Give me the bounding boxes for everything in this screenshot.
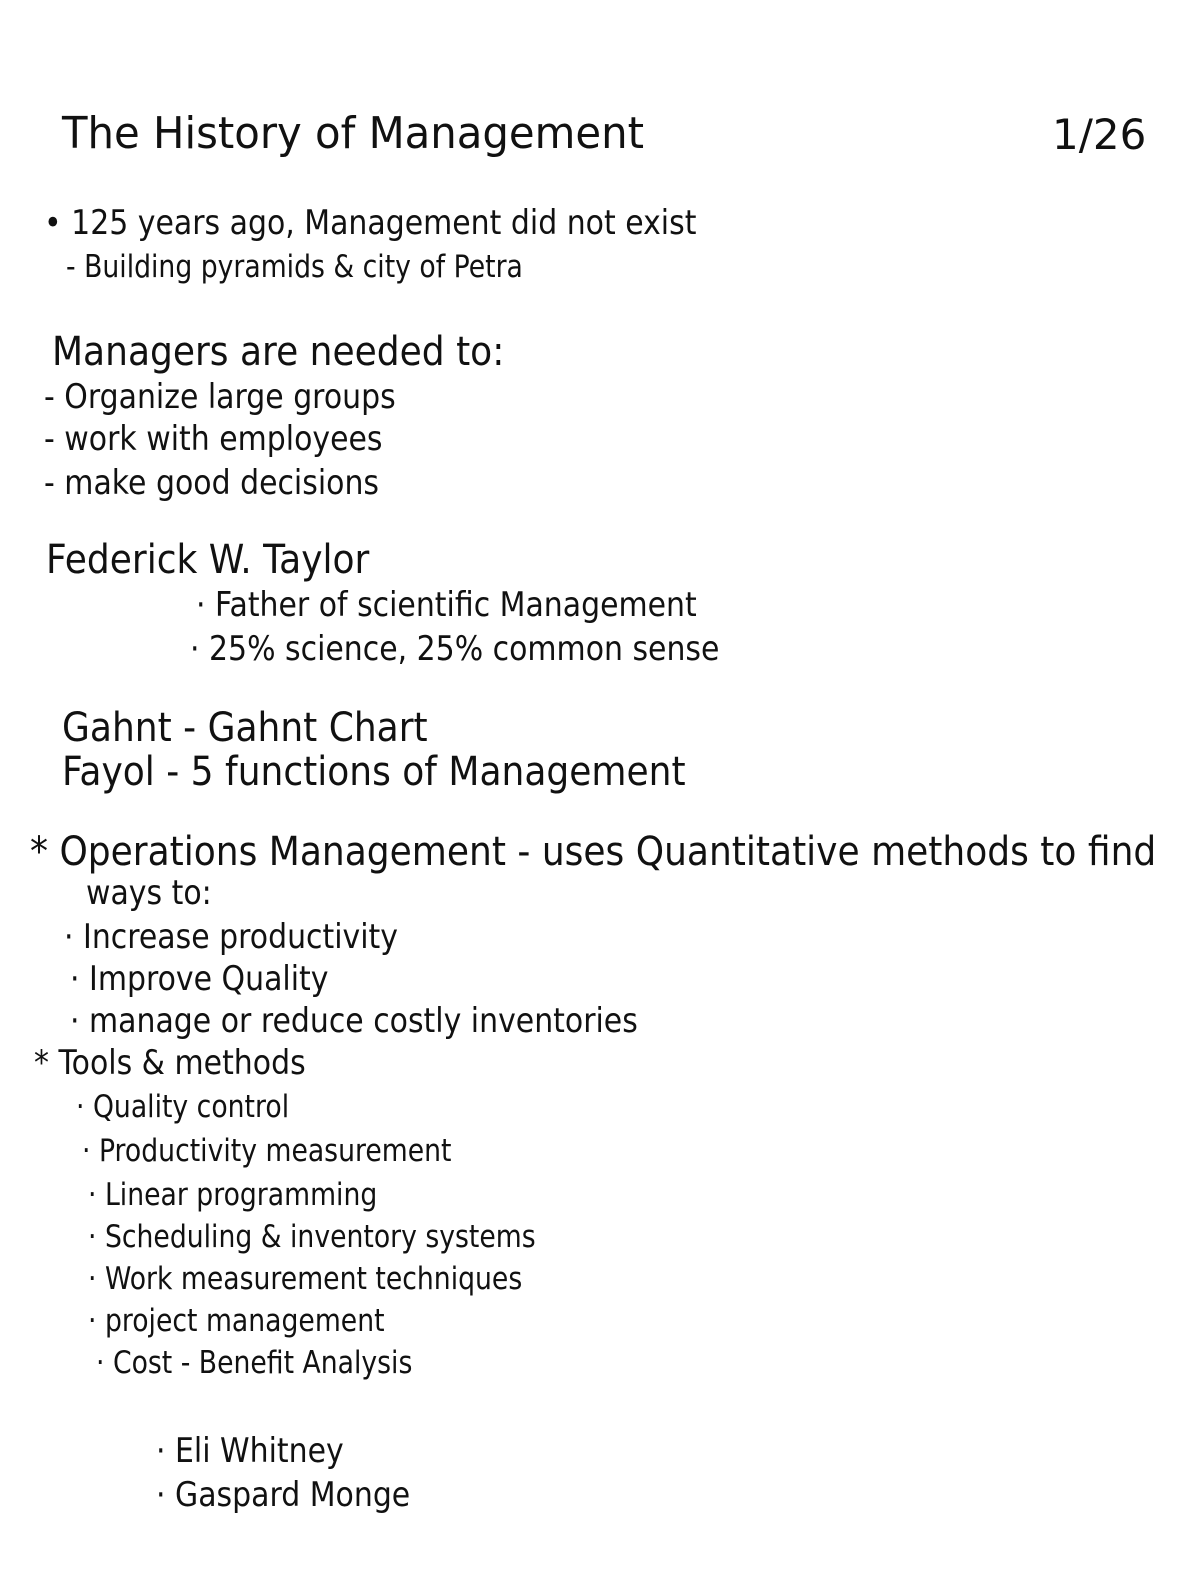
taylor-point: · Father of scientific Management [196, 585, 697, 625]
managers-item: - make good decisions [44, 463, 380, 503]
tools-item: · Work measurement techniques [88, 1261, 523, 1297]
taylor-name: Federick W. Taylor [46, 537, 370, 583]
person-fayol: Fayol - 5 functions of Management [62, 749, 686, 795]
tools-item: · Linear programming [88, 1177, 378, 1213]
tools-item: · Productivity measurement [82, 1133, 452, 1169]
managers-item: - Organize large groups [44, 377, 396, 417]
tools-item: · Cost - Benefit Analysis [96, 1345, 413, 1381]
page-title: The History of Management [62, 108, 644, 159]
operations-item: · manage or reduce costly inventories [70, 1001, 638, 1041]
tools-item: · project management [88, 1303, 385, 1339]
tools-heading: * Tools & methods [34, 1043, 306, 1083]
managers-item: - work with employees [44, 419, 383, 459]
name-eli-whitney: · Eli Whitney [156, 1431, 344, 1471]
name-gaspard-monge: · Gaspard Monge [156, 1475, 411, 1515]
tools-item: · Scheduling & inventory systems [88, 1219, 536, 1255]
page-date: 1/26 [1052, 110, 1147, 159]
intro-line-1: • 125 years ago, Management did not exist [44, 203, 697, 243]
tools-item: · Quality control [76, 1089, 290, 1125]
intro-line-2: - Building pyramids & city of Petra [66, 249, 523, 285]
person-gahnt: Gahnt - Gahnt Chart [62, 705, 428, 751]
operations-heading-cont: ways to: [86, 873, 212, 913]
taylor-point: · 25% science, 25% common sense [190, 629, 720, 669]
operations-item: · Increase productivity [64, 917, 399, 957]
operations-heading: * Operations Management - uses Quantitative methods to find [30, 829, 1157, 875]
operations-item: · Improve Quality [70, 959, 329, 999]
managers-heading: Managers are needed to: [52, 329, 505, 375]
